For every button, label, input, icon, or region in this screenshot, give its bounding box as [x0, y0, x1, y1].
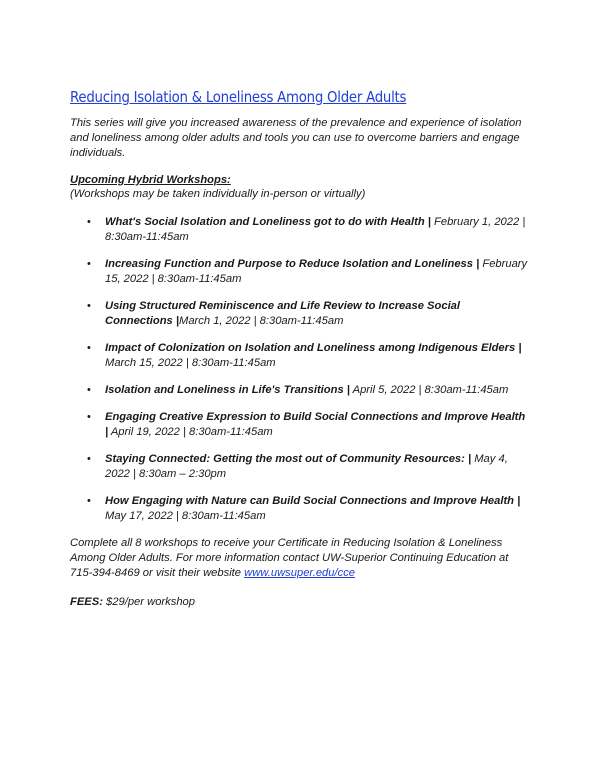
- workshop-name: How Engaging with Nature can Build Social Connections and Improve Health |: [105, 495, 521, 507]
- document-page: [70, 88, 530, 610]
- intro-paragraph: This series will give you increased awareness of the prevalence and experience of isolation and loneliness among older adults and tools you can use to overcome barriers and engage individuals.: [70, 117, 522, 159]
- workshop-details: May 17, 2022 | 8:30am-11:45am: [105, 510, 266, 522]
- workshop-item: [70, 257, 530, 287]
- bullet-icon: •: [87, 453, 91, 465]
- bullet-icon: •: [87, 216, 91, 228]
- upcoming-heading: Upcoming Hybrid Workshops:: [70, 174, 231, 186]
- workshop-details: May 4, 2022 | 8:30am – 2:30pm: [105, 453, 508, 480]
- workshop-name: Increasing Function and Purpose to Reduce Isolation and Loneliness |: [105, 258, 480, 270]
- workshop-list: [70, 215, 530, 524]
- footer-text: Complete all 8 workshops to receive your Certificate in Reducing Isolation & Loneliness Among Older Adults. For more information contact UW-Superior Continuing Education at 715-394-8469 or visit their website: [70, 537, 509, 579]
- bullet-icon: •: [87, 384, 91, 396]
- workshop-details: February 1, 2022 | 8:30am-11:45am: [105, 216, 526, 243]
- website-link[interactable]: www.uwsuper.edu/cce: [244, 567, 356, 579]
- workshop-details: April 19, 2022 | 8:30am-11:45am: [108, 426, 273, 438]
- document-title[interactable]: Reducing Isolation & Loneliness Among Older Adults: [70, 88, 407, 106]
- bullet-icon: •: [87, 411, 91, 423]
- workshop-name: What's Social Isolation and Loneliness got to do with Health |: [105, 216, 431, 228]
- bullet-icon: •: [87, 258, 91, 270]
- workshop-item: [70, 299, 530, 329]
- workshop-details: March 1, 2022 | 8:30am-11:45am: [179, 315, 344, 327]
- fees-label: FEES:: [70, 596, 103, 608]
- bullet-icon: •: [87, 300, 91, 312]
- bullet-icon: •: [87, 495, 91, 507]
- fees-value: $29/per workshop: [102, 596, 195, 608]
- workshop-item: [70, 383, 530, 398]
- upcoming-note: (Workshops may be taken individually in-person or virtually): [70, 188, 366, 200]
- workshop-name: Engaging Creative Expression to Build Social Connections and Improve Health |: [105, 411, 526, 438]
- fees-line: [70, 595, 530, 610]
- workshop-name: Impact of Colonization on Isolation and Loneliness among Indigenous Elders |: [105, 342, 522, 354]
- workshop-name: Staying Connected: Getting the most out of Community Resources: |: [105, 453, 472, 465]
- workshop-item: [70, 452, 530, 482]
- bullet-icon: •: [87, 342, 91, 354]
- workshop-details: February 15, 2022 | 8:30am-11:45am: [105, 258, 528, 285]
- workshop-name: Isolation and Loneliness in Life's Transitions |: [105, 384, 350, 396]
- workshop-details: April 5, 2022 | 8:30am-11:45am: [349, 384, 509, 396]
- footer-paragraph: [70, 536, 530, 581]
- workshop-name: Using Structured Reminiscence and Life Review to Increase Social Connections |: [105, 300, 461, 327]
- workshop-item: [70, 215, 530, 245]
- workshop-item: [70, 494, 530, 524]
- workshop-details: March 15, 2022 | 8:30am-11:45am: [105, 357, 276, 369]
- workshop-item: [70, 410, 530, 440]
- workshop-item: [70, 341, 530, 371]
